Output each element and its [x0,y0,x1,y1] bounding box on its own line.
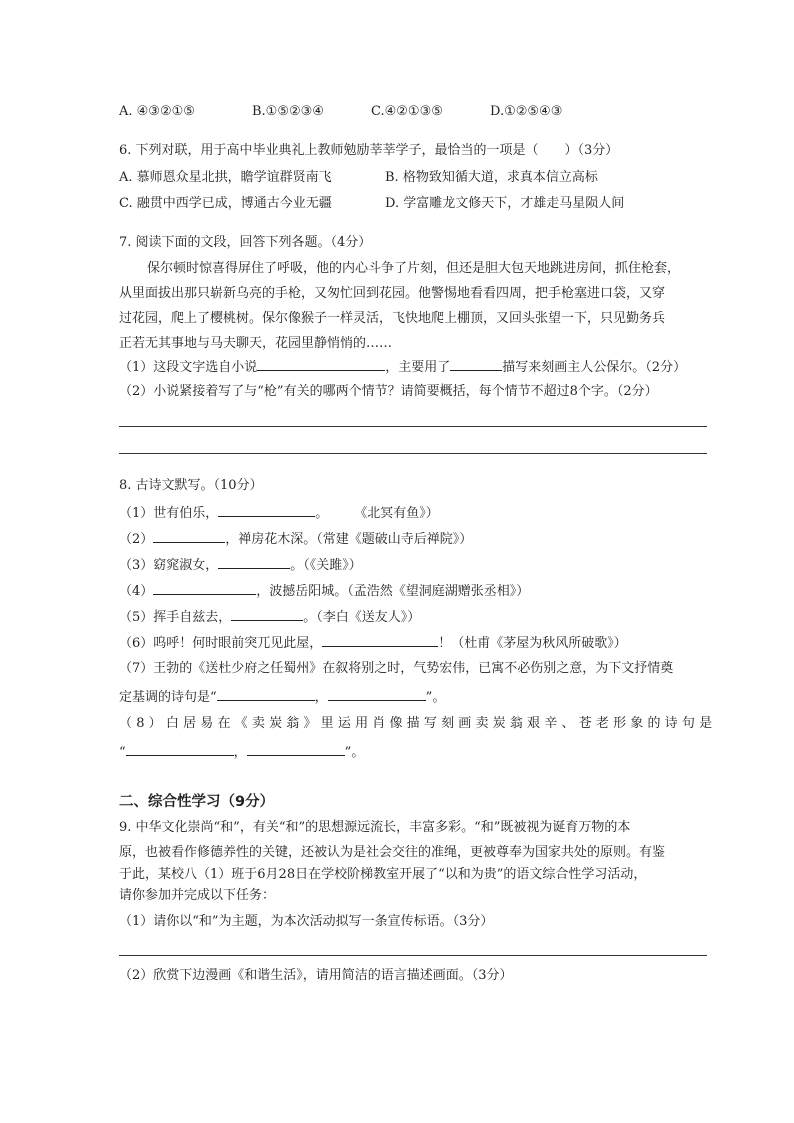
q9-line-3: 于此，某校八（1）班于6月28日在学校阶梯教室开展了“以和为贵”的语文综合性学习活动， [119,867,647,882]
novel-title-blank[interactable] [257,356,385,371]
fill-blank[interactable] [328,686,426,701]
answer-line[interactable] [119,453,707,454]
q8-line-6-source: ！（杜甫《茅屋为秋风所破歌》） [438,636,627,651]
q8-line-7-a: （7）王勃的《送杜少府之任蜀州》在叙将别之时，气势宏伟，已寓不必伤别之意，为下文抒情奠 [119,661,674,676]
answer-line[interactable] [119,955,707,956]
q5-option-b: B.①⑤②③④ [252,104,324,119]
fill-blank[interactable] [247,741,345,756]
technique-blank[interactable] [450,356,502,371]
q5-option-c: C.④②①③⑤ [371,104,443,119]
q6-option-d: D. 学富雕龙文修天下，才雄走马星陨人间 [385,196,625,211]
q8-line-4-number: （4） [119,584,154,599]
q8-line-1 [119,502,439,524]
q9-subquestion-2: （2）欣赏下边漫画《和谐生活》，请用简洁的语言描述画面。（3分） [119,968,513,983]
q8-line-8-end: ”。 [344,745,365,760]
fill-blank[interactable] [218,502,315,517]
fill-blank[interactable] [217,686,315,701]
q6-option-b: B. 格物致知循大道，求真本信立高标 [385,170,598,185]
q8-line-6 [119,632,627,654]
q9-line-2: 原，也被看作修德养性的关键，还被认为是社会交往的准绳，更被尊奉为国家共处的原则。有鉴 [119,845,666,860]
q9-line-1: 9. 中华文化崇尚“和”，有关“和”的思想源远流长，丰富多彩。“和”既被视为诞育万物的本 [119,820,631,835]
fill-blank[interactable] [231,606,303,621]
q8-line-5-text: （5）挥手自兹去， [119,610,232,625]
q8-line-1-text: （1）世有伯乐， [119,506,219,521]
q8-line-4-text: ，波撼岳阳城。（孟浩然《望洞庭湖赠张丞相》） [256,584,530,599]
fill-blank[interactable] [153,580,256,595]
q7-s1-text-b: ，主要用了 [385,360,451,375]
q7-subquestion-1 [119,356,686,378]
q7-s1-text-a: （1）这段文字选自小说 [119,360,258,375]
q8-line-8-b [119,741,364,763]
q8-line-7-end: ”。 [425,690,446,705]
q8-line-7-text: 定基调的诗句是“ [119,690,217,705]
q6-option-c: C. 融贯中西学已成，博通古今业无疆 [119,196,332,211]
q9-line-4: 请你参加并完成以下任务： [119,888,276,903]
q5-option-a: A. ④③②①⑤ [119,104,195,119]
q9-subquestion-1: （1）请你以“和”为主题，为本次活动拟写一条宣传标语。（3分） [119,914,494,929]
q8-line-1-source: 。 《北冥有鱼》） [315,506,439,521]
q7-stem: 7. 阅读下面的文段，回答下列各题。（4分） [119,235,372,250]
q8-line-7-comma: ， [314,690,328,705]
q8-line-3-source: 。（《关雎》） [290,558,362,573]
q7-subquestion-2: （2）小说紧接着写了与“枪”有关的哪两个情节？请简要概括，每个情节不超过8个字。（2分） [119,384,658,399]
q7-passage-line-2: 从里面拔出那只崭新乌亮的手枪，又匆忙回到花园。他警惕地看看四周，把手枪塞进口袋，又穿 [119,286,666,301]
q8-stem: 8. 古诗文默写。（10分） [119,478,263,493]
fill-blank[interactable] [218,554,290,569]
q8-line-3 [119,554,362,576]
q8-line-8-a: （8）白居易在《卖炭翁》里运用肖像描写刻画卖炭翁艰辛、苍老形象的诗句是 [119,716,717,731]
fill-blank[interactable] [153,528,225,543]
q8-line-5-source: 。（李白《送友人》） [303,610,421,625]
q8-line-2-number: （2） [119,532,154,547]
q8-line-5 [119,606,420,628]
q7-s1-text-c: 描写来刻画主人公保尔。（2分） [502,360,687,375]
q5-option-d: D.①②⑤④③ [490,104,563,119]
q7-passage-line-1: 保尔顿时惊喜得屏住了呼吸，他的内心斗争了片刻，但还是胆大包天地跳进房间，抓住枪套， [147,261,681,276]
q8-line-6-text: （6）呜呼！何时眼前突兀见此屋， [119,636,323,651]
q8-line-7-b [119,686,445,708]
q7-passage-line-4: 正若无其事地与马夫聊天，花园里静悄悄的…… [119,336,393,351]
q7-passage-line-3: 过花园，爬上了樱桃树。保尔像猴子一样灵活，飞快地爬上棚顶，又回头张望一下，只见勤务兵 [119,311,666,326]
section-heading: 二、综合性学习（9分） [119,794,275,810]
q6-option-a: A. 慕师恩众星北拱，瞻学谊群贤南飞 [119,170,332,185]
q8-line-2-text: ，禅房花木深。（常建《题破山寺后禅院》） [225,532,473,547]
q8-line-2 [119,528,472,550]
fill-blank[interactable] [322,632,438,647]
q8-line-3-text: （3）窈窕淑女， [119,558,219,573]
q8-line-4 [119,580,529,602]
answer-line[interactable] [119,426,707,427]
q8-line-8-quote: “ [119,745,126,760]
q8-line-8-comma: ， [233,745,247,760]
fill-blank[interactable] [126,741,234,756]
q6-stem: 6. 下列对联，用于高中毕业典礼上教师勉励莘莘学子，最恰当的一项是（ ）（3分） [119,143,619,158]
